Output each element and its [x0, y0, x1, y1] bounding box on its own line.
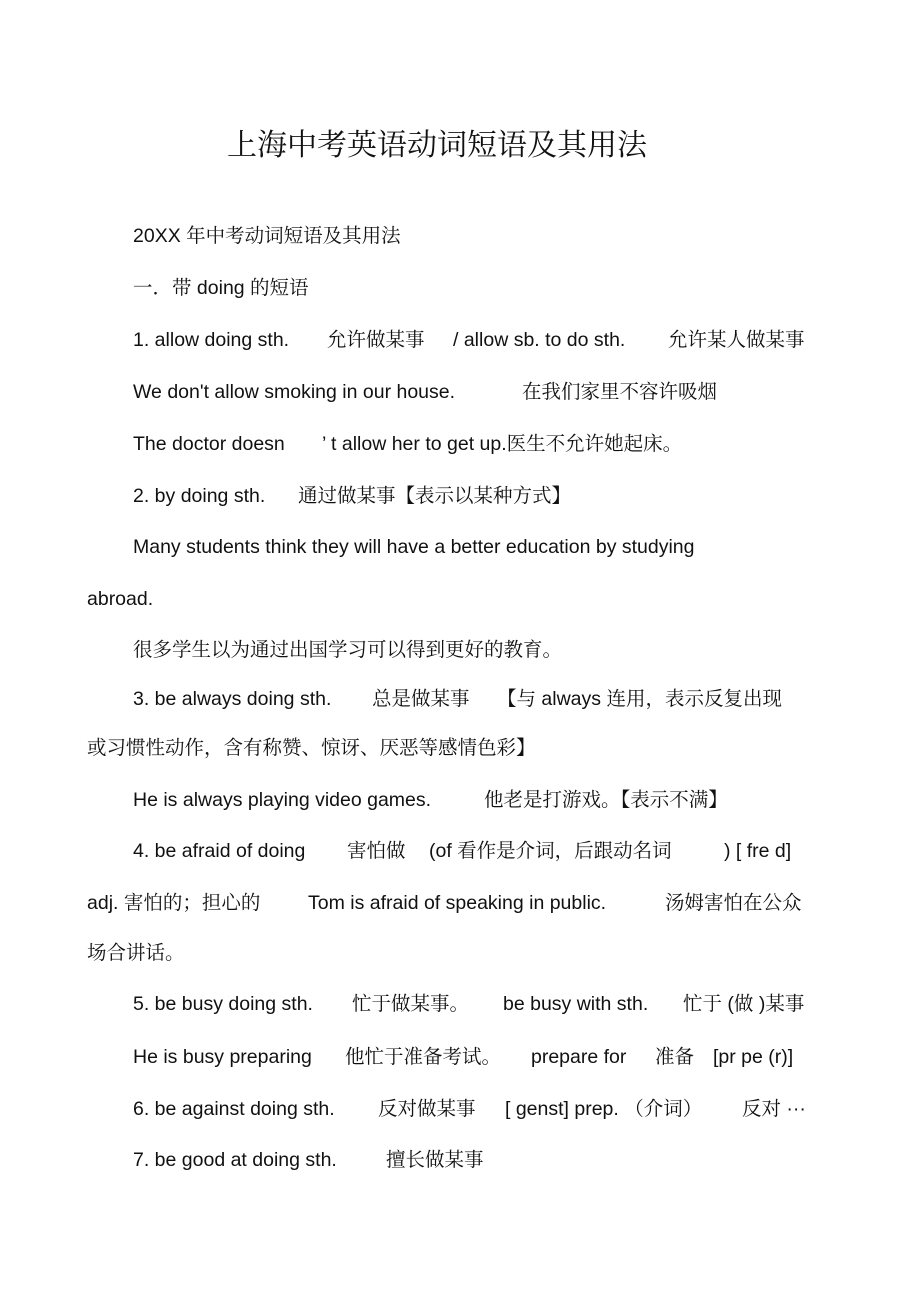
example-translation: 他忙于准备考试。 — [345, 1046, 502, 1068]
example-sentence: We don't allow smoking in our house. — [133, 381, 456, 403]
phrase-meaning: 允许做某事 — [327, 329, 425, 351]
section-heading: 一．带 doing 的短语 — [133, 277, 309, 299]
example-translation: 汤姆害怕在公众 — [665, 892, 802, 914]
text-line — [0, 1140, 920, 1180]
text-line — [0, 883, 920, 923]
phonetic: [pr pe (r)] — [713, 1046, 794, 1068]
phonetic: ) [ fre d] — [724, 840, 792, 862]
text-line — [0, 476, 920, 516]
document-title: 上海中考英语动词短语及其用法 — [227, 128, 647, 163]
example-translation: 在我们家里不容许吸烟 — [522, 381, 718, 403]
phrase-meaning: 允许某人做某事 — [668, 329, 805, 351]
text-line — [0, 216, 920, 256]
phrase-entry: 3. be always doing sth. — [133, 688, 332, 710]
example-sentence: Many students think they will have a better education by studying — [133, 536, 695, 558]
phrase-note: 【与 always 连用，表示反复出现 — [497, 688, 782, 710]
phrase-entry: 2. by doing sth. — [133, 485, 266, 507]
phrase-meaning: 通过做某事【表示以某种方式】 — [298, 485, 572, 507]
phrase-meaning: 准备 — [655, 1046, 695, 1068]
text-line — [0, 831, 920, 871]
example-sentence: The doctor doesn — [133, 433, 285, 455]
phrase-entry: 1. allow doing sth. — [133, 329, 290, 351]
phrase-meaning: 擅长做某事 — [386, 1149, 484, 1171]
phrase-note: 或习惯性动作，含有称赞、惊讶、厌恶等感情色彩】 — [87, 737, 536, 759]
text-line — [0, 780, 920, 820]
phrase-meaning: 反对 ··· — [742, 1098, 806, 1120]
example-sentence: Tom is afraid of speaking in public. — [308, 892, 607, 914]
text-line — [0, 984, 920, 1024]
example-sentence: He is busy preparing — [133, 1046, 312, 1068]
example-sentence: ’ t allow her to get up.医生不允许她起床。 — [322, 433, 683, 455]
example-sentence: abroad. — [87, 588, 154, 610]
phrase-note: adj. 害怕的；担心的 — [87, 892, 261, 914]
text-line — [0, 1089, 920, 1129]
phrase-entry: 5. be busy doing sth. — [133, 993, 313, 1015]
phrase-meaning: 忙于做某事。 — [352, 993, 470, 1015]
text-line — [0, 679, 920, 719]
example-translation: 很多学生以为通过出国学习可以得到更好的教育。 — [133, 639, 563, 661]
text-line — [0, 320, 920, 360]
phrase-entry: / allow sb. to do sth. — [453, 329, 626, 351]
text-line — [0, 1037, 920, 1077]
phrase-entry: 7. be good at doing sth. — [133, 1149, 337, 1171]
text-segment: 20XX 年中考动词短语及其用法 — [133, 225, 401, 247]
text-line — [0, 268, 920, 308]
phrase-entry: be busy with sth. — [503, 993, 649, 1015]
phrase-meaning: 总是做某事 — [372, 688, 470, 710]
phrase-entry: 6. be against doing sth. — [133, 1098, 335, 1120]
phrase-meaning: 忙于 (做 )某事 — [683, 993, 805, 1015]
phrase-meaning: 害怕做 — [347, 840, 406, 862]
text-line — [0, 933, 920, 973]
phrase-note: (of 看作是介词，后跟动名词 — [429, 840, 672, 862]
phrase-meaning: 反对做某事 — [378, 1098, 476, 1120]
phonetic: [ genst] prep. （介词） — [505, 1098, 703, 1120]
example-translation: 他老是打游戏。【表示不满】 — [484, 789, 728, 811]
text-line — [0, 527, 920, 567]
text-line — [0, 579, 920, 619]
text-line — [0, 372, 920, 412]
text-line — [0, 424, 920, 464]
text-line — [0, 728, 920, 768]
example-translation: 场合讲话。 — [87, 942, 185, 964]
example-sentence: He is always playing video games. — [133, 789, 432, 811]
text-line — [0, 630, 920, 670]
phrase-entry: prepare for — [531, 1046, 627, 1068]
phrase-entry: 4. be afraid of doing — [133, 840, 306, 862]
